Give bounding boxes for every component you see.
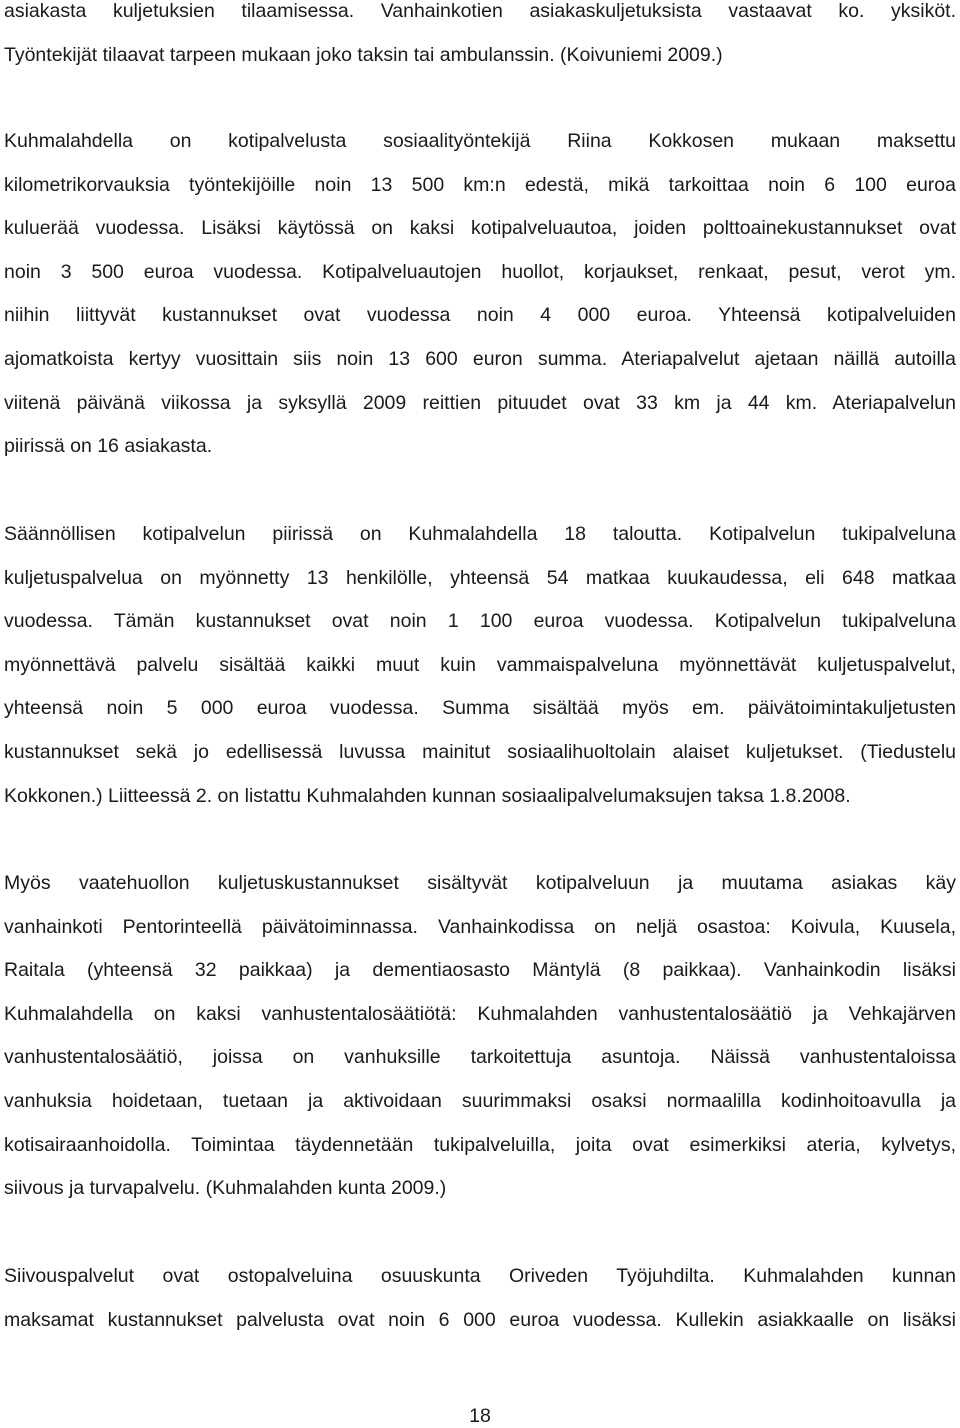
text-line: Säännöllisen kotipalvelun piirissä on Kuhmalahdella 18 taloutta. Kotipalvelun tukipalveluna (4, 523, 956, 545)
text-line: kotisairaanhoidolla. Toimintaa täydennetään tukipalveluilla, joita ovat esimerkiksi ateria, kylvetys, (4, 1133, 956, 1156)
text-line: kilometrikorvauksia työntekijöille noin 13 500 km:n edestä, mikä tarkoittaa noin 6 100 euroa (4, 173, 956, 196)
text-line: vuodessa. Tämän kustannukset ovat noin 1 100 euroa vuodessa. Kotipalvelun tukipalveluna (4, 610, 956, 633)
text-line: myönnettävä palvelu sisältää kaikki muut kuin vammaispalveluna myönnettävät kuljetuspalvelut, (4, 653, 956, 676)
text-line: vanhainkoti Pentorinteellä päivätoiminnassa. Vanhainkodissa on neljä osastoa: Koivula, Kuusela, (4, 915, 956, 938)
text-line: Työntekijät tilaavat tarpeen mukaan joko taksin tai ambulanssin. (Koivuniemi 2009.) (4, 43, 723, 66)
text-line: ajomatkoista kertyy vuosittain siis noin 13 600 euron summa. Ateriapalvelut ajetaan näillä autoilla (4, 347, 956, 370)
text-line: Kuhmalahdella on kaksi vanhustentalosäätiötä: Kuhmalahden vanhustentalosäätiö ja Vehkajärven (4, 1002, 956, 1025)
text-line: kuluerää vuodessa. Lisäksi käytössä on kaksi kotipalveluautoa, joiden polttoainekustannukset ovat (4, 217, 956, 240)
text-line: Kokkonen.) Liitteessä 2. on listattu Kuhmalahden kunnan sosiaalipalvelumaksujen taksa 1.8.2008. (4, 784, 851, 807)
text-line: Kuhmalahdella on kotipalvelusta sosiaalityöntekijä Riina Kokkosen mukaan maksettu (4, 130, 956, 152)
paragraph-5 (4, 1264, 956, 1351)
text-line: kustannukset sekä jo edellisessä luvussa mainitut sosiaalihuoltolain alaiset kuljetukset. (Tiedustelu (4, 740, 956, 763)
text-line: siivous ja turvapalvelu. (Kuhmalahden kunta 2009.) (4, 1177, 447, 1200)
paragraph-2 (4, 129, 956, 478)
paragraph-3 (4, 522, 956, 827)
paragraph-1 (4, 0, 956, 86)
text-line: maksamat kustannukset palvelusta ovat noin 6 000 euroa vuodessa. Kullekin asiakkaalle on lisäksi (4, 1308, 956, 1331)
text-line: vanhustentalosäätiö, joissa on vanhuksille tarkoitettuja asuntoja. Näissä vanhustentaloissa (4, 1046, 956, 1069)
text-line: Siivouspalvelut ovat ostopalveluina osuuskunta Oriveden Työjuhdilta. Kuhmalahden kunnan (4, 1265, 956, 1287)
text-line: Myös vaatehuollon kuljetuskustannukset sisältyvät kotipalveluun ja muutama asiakas käy (4, 872, 956, 894)
text-line: piirissä on 16 asiakasta. (4, 435, 213, 458)
text-line: niihin liittyvät kustannukset ovat vuodessa noin 4 000 euroa. Yhteensä kotipalveluiden (4, 304, 956, 327)
text-line: Raitala (yhteensä 32 paikkaa) ja dementiaosasto Mäntylä (8 paikkaa). Vanhainkodin lisäksi (4, 959, 956, 982)
paragraph-4 (4, 871, 956, 1220)
text-line: yhteensä noin 5 000 euroa vuodessa. Summa sisältää myös em. päivätoimintakuljetusten (4, 697, 956, 720)
text-line: kuljetuspalvelua on myönnetty 13 henkilölle, yhteensä 54 matkaa kuukaudessa, eli 648 matkaa (4, 566, 956, 589)
text-line: noin 3 500 euroa vuodessa. Kotipalveluautojen huollot, korjaukset, renkaat, pesut, verot ym. (4, 260, 956, 283)
page-number: 18 (469, 1405, 491, 1427)
text-line: vanhuksia hoidetaan, tuetaan ja aktivoidaan suurimmaksi osaksi normaalilla kodinhoitoavulla ja (4, 1089, 956, 1112)
text-line: viitenä päivänä viikossa ja syksyllä 2009 reittien pituudet ovat 33 km ja 44 km. Ateriapalvelun (4, 391, 956, 414)
text-line: asiakasta kuljetuksien tilaamisessa. Vanhainkotien asiakaskuljetuksista vastaavat ko. yksiköt. (4, 0, 956, 22)
